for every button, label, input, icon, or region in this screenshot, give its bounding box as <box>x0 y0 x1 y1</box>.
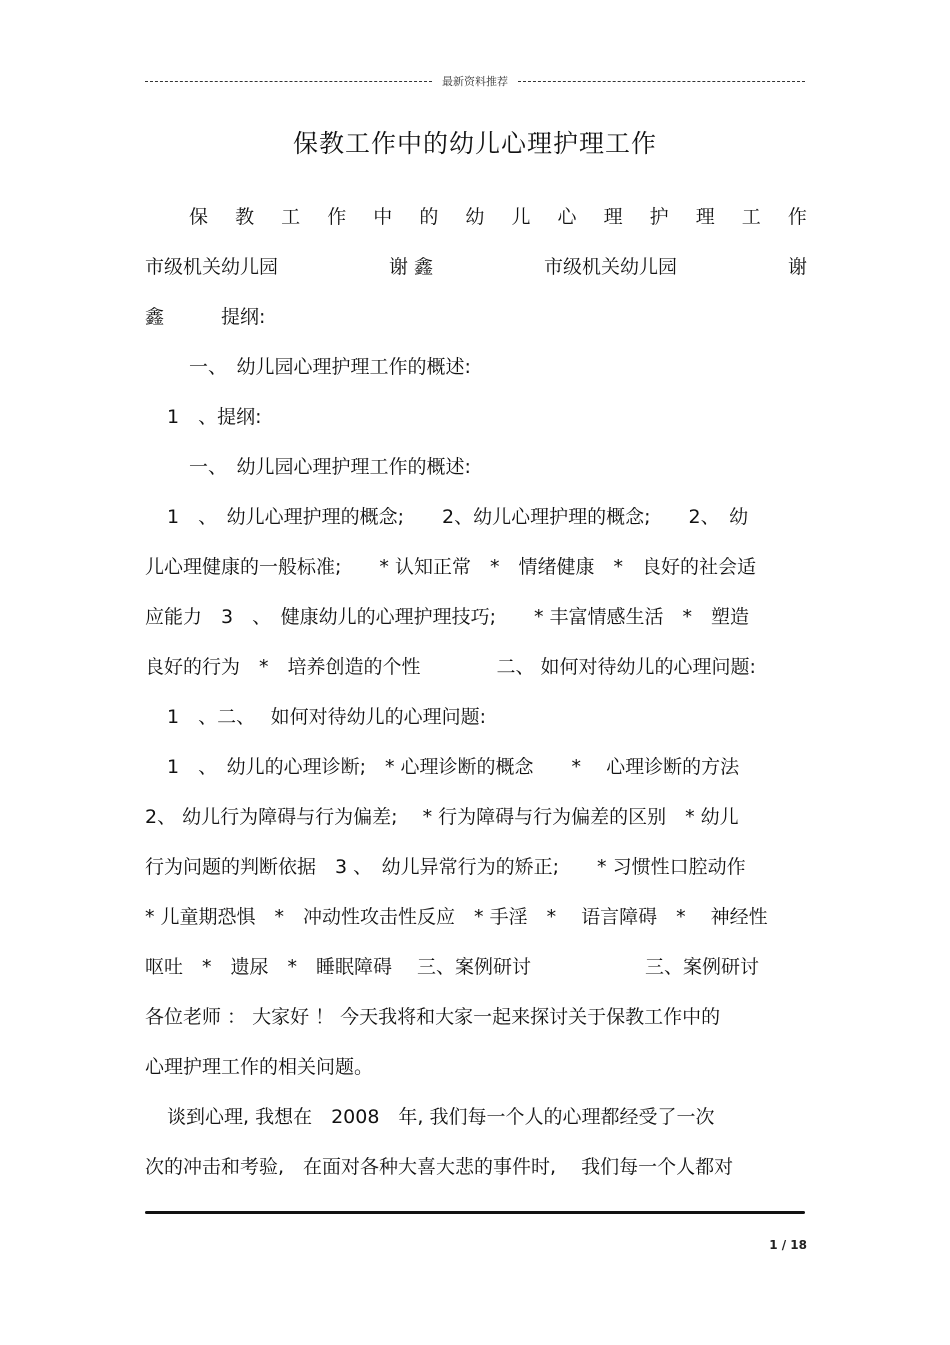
author-name: 谢 <box>787 256 807 278</box>
title-char: 作 <box>787 206 807 228</box>
body-line-8: 儿心理健康的一般标准; * 认知正常 * 情绪健康 * 良好的社会适 <box>145 556 756 578</box>
author-org: 市级机关幼儿园 <box>544 256 678 278</box>
page-number: 1 / 18 <box>769 1238 807 1252</box>
header-dash-right <box>518 81 805 82</box>
title-char: 作 <box>327 206 347 228</box>
title-char: 理 <box>695 206 715 228</box>
title-char: 儿 <box>511 206 531 228</box>
body-line-14: 行为问题的判断依据 3 、 幼儿异常行为的矫正; * 习惯性口腔动作 <box>145 856 746 878</box>
title-char: 幼 <box>465 206 485 228</box>
body-line-19: 谈到心理, 我想在 2008 年, 我们每一个人的心理都经受了一次 <box>167 1106 715 1128</box>
body-line-13: 2、 幼儿行为障碍与行为偏差; * 行为障碍与行为偏差的区别 * 幼儿 <box>145 806 739 828</box>
body-line-18: 心理护理工作的相关问题。 <box>145 1056 374 1078</box>
body-line-5: 1 、提纲: <box>167 406 262 428</box>
body-line-12: 1 、 幼儿的心理诊断; * 心理诊断的概念 * 心理诊断的方法 <box>167 756 740 778</box>
title-char: 保 <box>189 206 209 228</box>
body-line-4: 一、 幼儿园心理护理工作的概述: <box>189 356 471 378</box>
body-line-1 <box>145 197 807 247</box>
document-title: 保教工作中的幼儿心理护理工作 <box>292 129 657 158</box>
body-line-11: 1 、二、 如何对待幼儿的心理问题: <box>167 706 487 728</box>
body-line-7: 1 、 幼儿心理护理的概念; 2、幼儿心理护理的概念; 2、 幼 <box>167 506 749 528</box>
header-text: 最新资料推荐 <box>442 75 508 88</box>
body-line-2 <box>145 247 807 297</box>
author-org: 市级机关幼儿园 <box>145 256 279 278</box>
body-line-10: 良好的行为 * 培养创造的个性 二、 如何对待幼儿的心理问题: <box>145 656 756 678</box>
header-dash-left <box>145 81 432 82</box>
body-line-16: 呕吐 * 遗尿 * 睡眠障碍 三、案例研讨 三、案例研讨 <box>145 956 760 978</box>
page-header <box>145 72 805 90</box>
body-line-20: 次的冲击和考验, 在面对各种大喜大悲的事件时, 我们每一个人都对 <box>145 1156 734 1178</box>
document-body <box>145 197 807 1197</box>
body-line-6: 一、 幼儿园心理护理工作的概述: <box>189 456 471 478</box>
title-char: 工 <box>281 206 301 228</box>
author-name: 谢 鑫 <box>388 256 434 278</box>
title-char: 的 <box>419 206 439 228</box>
title-char: 护 <box>649 206 669 228</box>
body-line-3: 鑫 提纲: <box>145 306 266 328</box>
title-char: 理 <box>603 206 623 228</box>
title-char: 心 <box>557 206 577 228</box>
title-char: 中 <box>373 206 393 228</box>
body-line-9: 应能力 3 、 健康幼儿的心理护理技巧; * 丰富情感生活 * 塑造 <box>145 606 750 628</box>
title-char: 教 <box>235 206 255 228</box>
body-line-15: * 儿童期恐惧 * 冲动性攻击性反应 * 手淫 * 语言障碍 * 神经性 <box>145 906 768 928</box>
body-line-17: 各位老师 ： 大家好 ！ 今天我将和大家一起来探讨关于保教工作中的 <box>145 1006 721 1028</box>
footer-rule <box>145 1211 805 1214</box>
title-char: 工 <box>741 206 761 228</box>
